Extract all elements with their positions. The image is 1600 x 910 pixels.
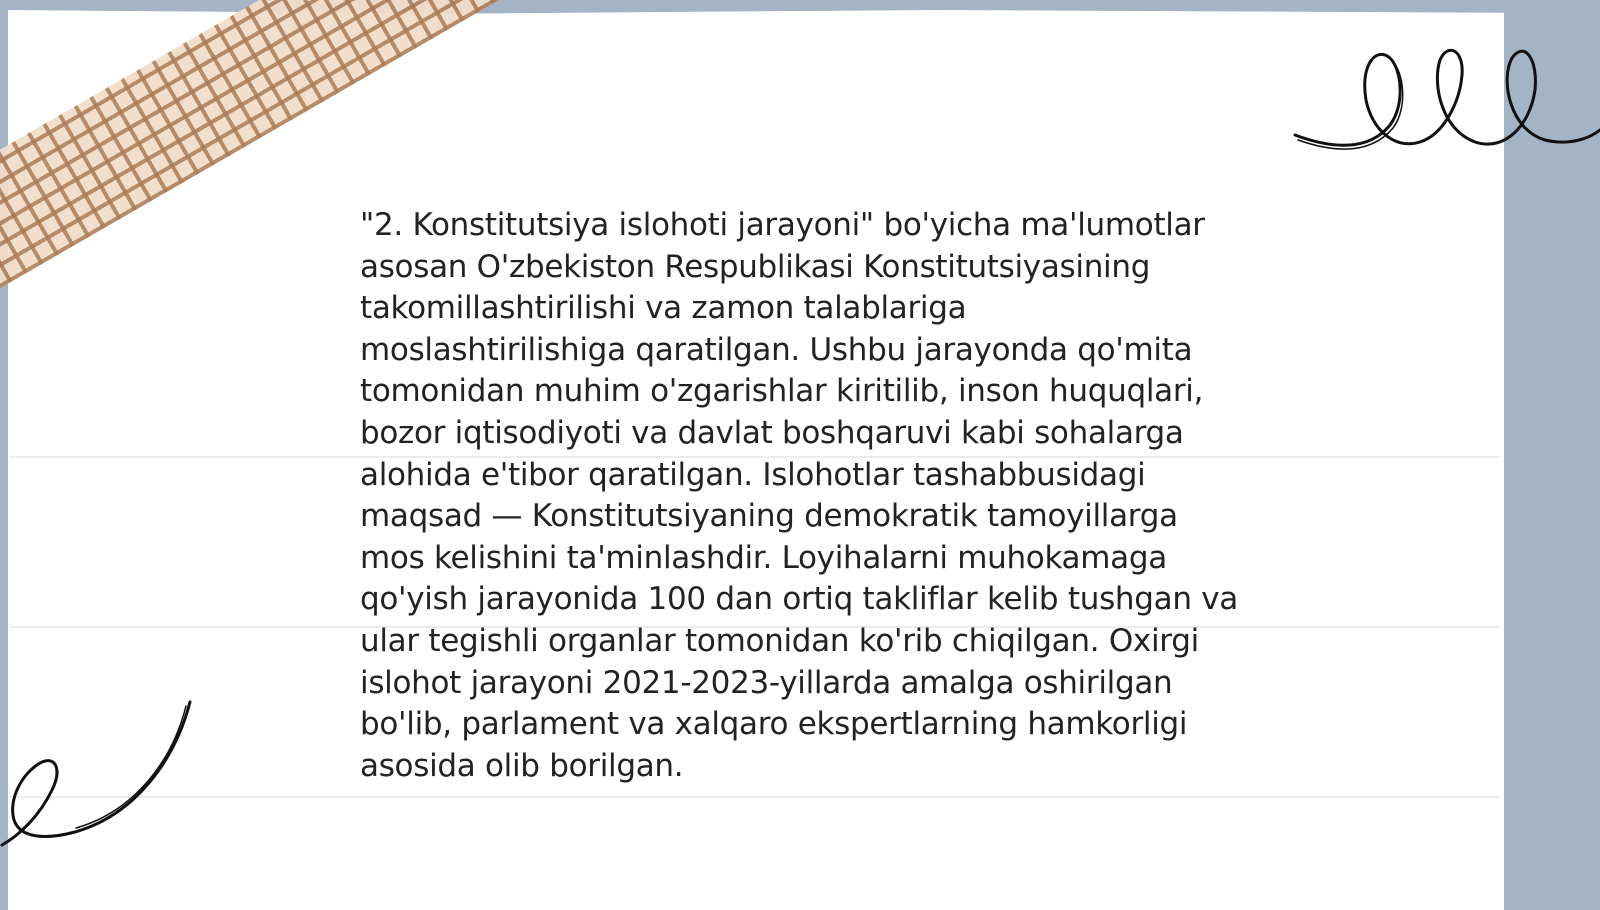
loops-doodle-icon [1290, 30, 1600, 170]
swirl-doodle-icon [0, 700, 200, 850]
paper-rule-line [10, 796, 1500, 798]
body-paragraph: "2. Konstitutsiya islohoti jarayoni" bo'yicha ma'lumotlar asosan O'zbekiston Respublikasi Konstitutsiyasining takomillashtirilishi va zamon talablariga moslashtirilishiga qaratilgan. Ushbu jarayonda qo'mita tomonidan muhim o'zgarishlar kiritilib, inson huquqlari, bozor iqtisodiyoti va davlat boshqaruvi kabi sohalarga alohida e'tibor qaratilgan. Islohotlar tashabbusidagi maqsad — Konstitutsiyaning demokratik tamoyillarga mos kelishini ta'minlashdir. Loyihalarni muhokamaga qo'yish jarayonida 100 dan ortiq takliflar kelib tushgan va ular tegishli organlar tomonidan ko'rib chiqilgan. Oxirgi islohot jarayoni 2021-2023-yillarda amalga oshirilgan bo'lib, parlament va xalqaro ekspertlarning hamkorligi asosida olib borilgan. [360, 207, 1238, 784]
